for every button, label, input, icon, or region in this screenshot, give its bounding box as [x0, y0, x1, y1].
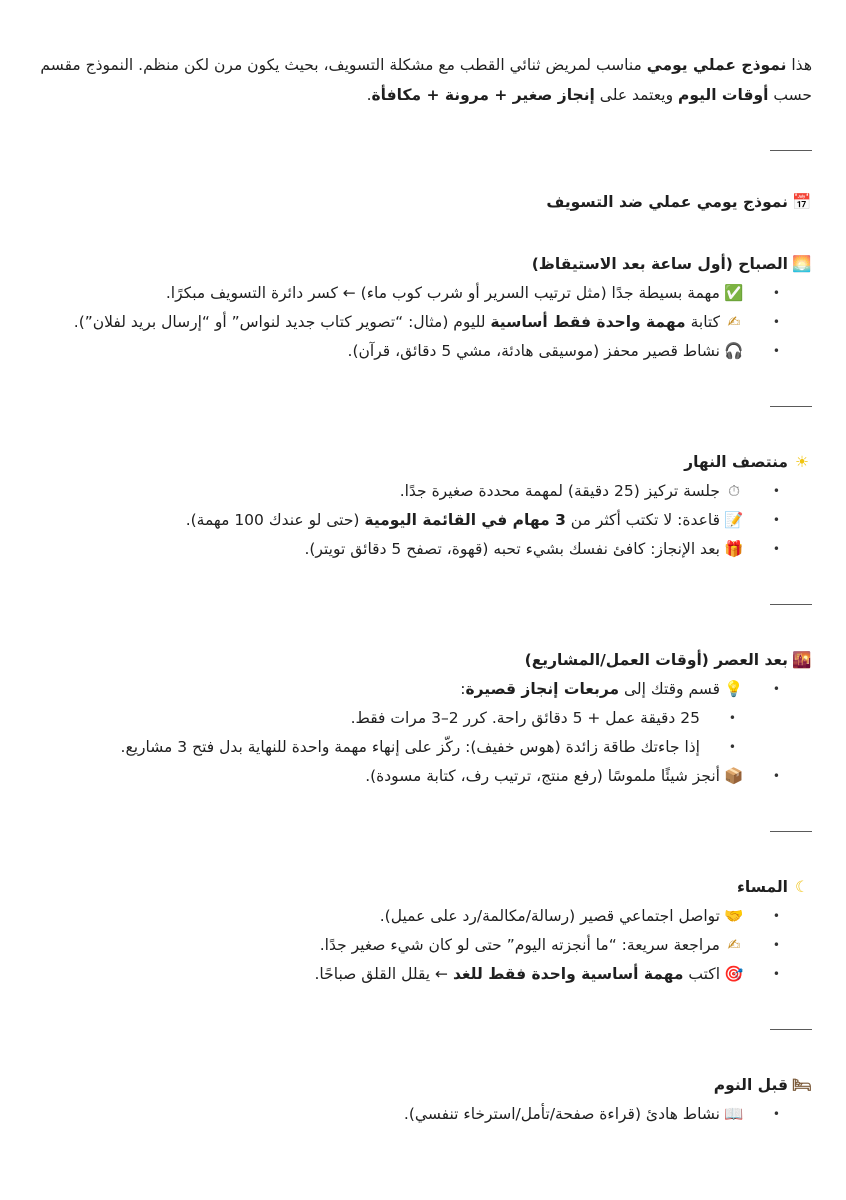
morning-list — [34, 279, 812, 366]
target-icon: 🎯 — [724, 965, 744, 983]
sun-icon: ☀ — [795, 453, 809, 471]
document-title: 📅نموذج يومي عملي ضد التسويف — [34, 189, 812, 215]
section-divider — [770, 604, 812, 605]
city-sunset-icon: 🌇 — [792, 651, 812, 669]
calendar-icon: 📅 — [792, 193, 812, 211]
section-title-evening: ☾المساء — [34, 874, 812, 900]
section-divider — [770, 831, 812, 832]
section-title-bedtime: 🛏قبل النوم — [34, 1072, 812, 1098]
memo-icon: 📝 — [724, 511, 744, 529]
package-icon: 📦 — [724, 767, 744, 785]
list-item: • ✍كتابة مهمة واحدة فقط أساسية لليوم (مثال: “تصوير كتاب جديد لنواس” أو “إرسال بريد لفلان”). — [34, 308, 788, 337]
list-item: • 🎧نشاط قصير محفز (موسيقى هادئة، مشي 5 دقائق، قرآن). — [34, 337, 788, 366]
light-bulb-icon: 💡 — [724, 680, 744, 698]
gift-icon: 🎁 — [724, 540, 744, 558]
bed-icon: 🛏 — [792, 1076, 812, 1094]
open-book-icon: 📖 — [724, 1105, 744, 1123]
sunrise-icon: 🌅 — [792, 255, 812, 273]
stopwatch-icon: ⏱ — [727, 482, 741, 500]
afternoon-list — [34, 675, 812, 791]
list-item: • 📝قاعدة: لا تكتب أكثر من 3 مهام في القائمة اليومية (حتى لو عندك 100 مهمة). — [34, 506, 788, 535]
moon-icon: ☾ — [795, 878, 809, 896]
afternoon-sublist — [34, 704, 744, 762]
section-title-morning: 🌅الصباح (أول ساعة بعد الاستيقاظ) — [34, 251, 812, 277]
section-title-afternoon: 🌇بعد العصر (أوقات العمل/المشاريع) — [34, 647, 812, 673]
section-divider — [770, 150, 812, 151]
writing-hand-icon: ✍ — [727, 313, 741, 331]
writing-hand-icon: ✍ — [727, 936, 741, 954]
intro-paragraph: هذا نموذج عملي يومي مناسب لمريض ثنائي القطب مع مشكلة التسويف، بحيث يكون مرن لكن منظم. النموذج مقسم حسب أوقات اليوم ويعتمد على إنجاز صغير + مرونة + مكافأة. — [40, 56, 812, 104]
list-item: • 💡قسم وقتك إلى مربعات إنجاز قصيرة: • 25 دقيقة عمل + 5 دقائق راحة. كرر 2–3 مرات فقط. • إذا جاءتك طاقة زائدة (هوس خفيف): ركّز على إنهاء مهمة واحدة للنهاية بدل فتح 3 مشاريع. — [34, 675, 788, 762]
evening-list — [34, 902, 812, 989]
midday-list — [34, 477, 812, 564]
headphones-icon: 🎧 — [724, 342, 744, 360]
handshake-icon: 🤝 — [724, 907, 744, 925]
list-item: • ✅مهمة بسيطة جدًا (مثل ترتيب السرير أو شرب كوب ماء) ← كسر دائرة التسويف مبكرًا. — [34, 279, 788, 308]
section-divider — [770, 1029, 812, 1030]
list-item: • 🎯اكتب مهمة أساسية واحدة فقط للغد ← يقلل القلق صباحًا. — [34, 960, 788, 989]
section-divider — [770, 406, 812, 407]
bedtime-list — [34, 1100, 812, 1129]
section-title-midday: ☀منتصف النهار — [34, 449, 812, 475]
list-item: • 🤝تواصل اجتماعي قصير (رسالة/مكالمة/رد على عميل). — [34, 902, 788, 931]
sub-list-item: • 25 دقيقة عمل + 5 دقائق راحة. كرر 2–3 مرات فقط. — [34, 704, 744, 733]
list-item: • ⏱جلسة تركيز (25 دقيقة) لمهمة محددة صغيرة جدًا. — [34, 477, 788, 506]
list-item: • 📖نشاط هادئ (قراءة صفحة/تأمل/استرخاء تنفسي). — [34, 1100, 788, 1129]
list-item: • 🎁بعد الإنجاز: كافئ نفسك بشيء تحبه (قهوة، تصفح 5 دقائق تويتر). — [34, 535, 788, 564]
list-item: • ✍مراجعة سريعة: “ما أنجزته اليوم” حتى لو كان شيء صغير جدًا. — [34, 931, 788, 960]
list-item: • 📦أنجز شيئًا ملموسًا (رفع منتج، ترتيب رف، كتابة مسودة). — [34, 762, 788, 791]
sub-list-item: • إذا جاءتك طاقة زائدة (هوس خفيف): ركّز على إنهاء مهمة واحدة للنهاية بدل فتح 3 مشاريع. — [34, 733, 744, 762]
check-mark-icon: ✅ — [724, 284, 744, 302]
